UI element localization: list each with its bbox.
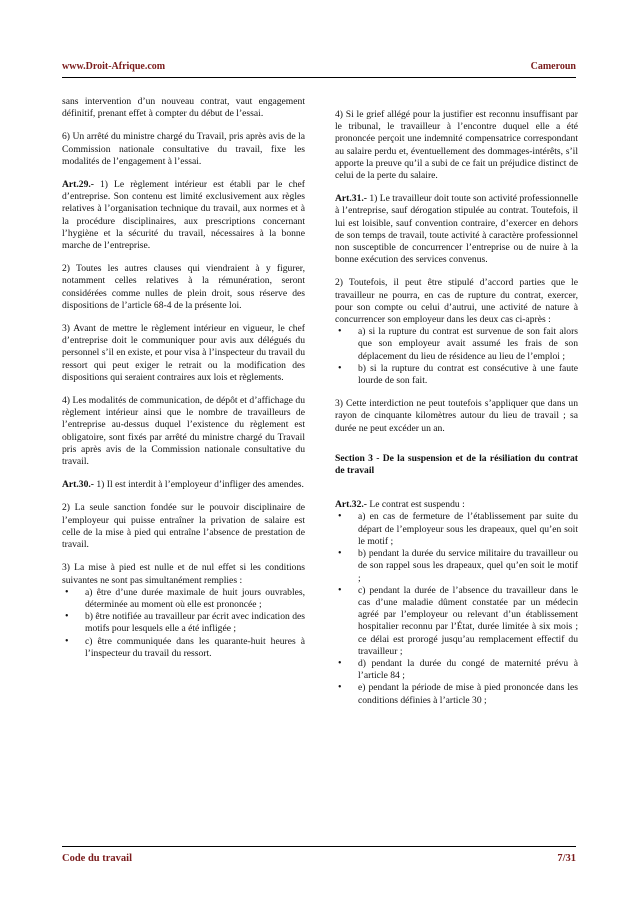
list-item: • b) être notifiée au travailleur par écrit avec indication des motifs pour lesquels elle a été infligée ; (62, 611, 305, 635)
paragraph: 3) Avant de mettre le règlement intérieur en vigueur, le chef d’entreprise doit le communiquer pour avis aux délégués du personnel s’il en existe, et pour visa à l’inspecteur du travail du ressort qui peut exiger le retrait ou la modification des dispositions qui seraient contraires aux lois et règlements. (62, 323, 305, 383)
header-country: Cameroun (530, 61, 576, 72)
paragraph: 6) Un arrêté du ministre chargé du Travail, pris après avis de la Commission nationale consultative du travail, fixe les modalités de l’engagement à l’essai. (62, 131, 305, 167)
paragraph: 2) Toutes les autres clauses qui viendraient à y figurer, notamment celles relatives à la rémunération, seront considérées comme nulles de plein droit, sous réserve des dispositions de l’article 68-4 de la présente loi. (62, 263, 305, 311)
right-column (335, 96, 578, 718)
article-text: 1) Le règlement intérieur est établi par le chef d’entreprise. Son contenu est limité exclusivement aux règles relatives à l’organisation technique du travail, aux normes et à la procédure disciplinaires, aux prescriptions concernant l’hygiène et la sécurité du travail, nécessaires à la bonne marche de l’entreprise. (62, 179, 305, 252)
header-website[interactable]: www.Droit-Afrique.com (62, 61, 166, 72)
article-title: Art.29.- (62, 179, 94, 191)
list-item: • c) pendant la durée de l’absence du travailleur dans le cas d’une maladie dûment constatée par un médecin agréé par l’employeur ou relevant d’un établissement hospitalier reconnu par l’État, durée limitée à six mois ; ce délai est prorogé jusqu’au remplacement effectif du travailleur ; (335, 585, 578, 658)
paragraph: 4) Les modalités de communication, de dépôt et d’affichage du règlement intérieur ainsi que le nombre de travailleurs de l’entreprise au-dessus duquel l’existence du règlement est obligatoire, sont fixés par arrêté du ministre chargé du Travail pris après avis de la Commission nationale consultative du travail. (62, 395, 305, 468)
left-column (62, 96, 305, 671)
article-text: Le contrat est suspendu : (366, 499, 465, 511)
list-item: • b) pendant la durée du service militaire du travailleur ou de son rappel sous les drapeaux, quel qu’en soit le motif ; (335, 548, 578, 585)
article-30 (62, 479, 305, 491)
page-footer (62, 846, 576, 869)
bullet-list (335, 511, 578, 706)
article-text: 1) Il est interdit à l’employeur d’infliger des amendes. (93, 479, 304, 491)
paragraph: 3) Cette interdiction ne peut toutefois s’appliquer que dans un rayon de cinquante kilomètres autour du lieu de travail ; sa durée ne peut excéder un an. (335, 398, 578, 434)
paragraph: sans intervention d’un nouveau contrat, vaut engagement définitif, prenant effet à compter du début de l’essai. (62, 96, 305, 120)
list-item: • b) si la rupture du contrat est consécutive à une faute lourde de son fait. (335, 363, 578, 387)
section-heading: Section 3 - De la suspension et de la résiliation du contrat de travail (335, 452, 578, 477)
list-item: • e) pendant la période de mise à pied prononcée dans les conditions définies à l’article 30 ; (335, 682, 578, 706)
list-item: • d) pendant la durée du congé de maternité prévu à l’article 84 ; (335, 658, 578, 682)
list-item: • a) en cas de fermeture de l’établissement par suite du départ de l’employeur sous les drapeaux, quel qu’en soit le motif ; (335, 511, 578, 548)
article-29 (62, 179, 305, 252)
paragraph: 4) Si le grief allégé pour la justifier est reconnu insuffisant par le tribunal, le travailleur à l’encontre duquel elle a été prononcée perçoit une indemnité compensatrice correspondant au salaire perdu et, éventuellement des dommages-intérêts, s’il apporte la preuve qu’il a subi de ce fait un préjudice distinct de celui de la perte du salaire. (335, 109, 578, 182)
article-title: Art.32.- (335, 499, 367, 511)
bullet-list (62, 587, 305, 660)
list-item: • c) être communiquée dans les quarante-huit heures à l’inspecteur du travail du ressort. (62, 636, 305, 660)
page-number: 7/31 (557, 853, 576, 864)
paragraph: 3) La mise à pied est nulle et de nul effet si les conditions suivantes ne sont pas simultanément remplies : (62, 562, 305, 586)
article-31 (335, 193, 578, 266)
article-32 (335, 499, 578, 511)
paragraph: 2) Toutefois, il peut être stipulé d’accord parties que le travailleur ne pourra, en cas de rupture du contrat, exercer, pour son compte ou celui d’autrui, une activité de nature à concurrencer son employeur dans les deux cas ci-après : (335, 277, 578, 326)
footer-title: Code du travail (62, 853, 133, 864)
article-title: Art.31.- (335, 193, 367, 205)
list-item: • a) si la rupture du contrat est survenue de son fait alors que son employeur avait assumé les frais de son déplacement du lieu de résidence au lieu de l’emploi ; (335, 326, 578, 363)
page-header (62, 57, 576, 78)
paragraph: 2) La seule sanction fondée sur le pouvoir disciplinaire de l’employeur qui puisse entraîner la privation de salaire est celle de la mise à pied qui entraîne l’absence de prestation de travail. (62, 502, 305, 551)
bullet-list (335, 326, 578, 387)
article-title: Art.30.- (62, 479, 94, 491)
list-item: • a) être d’une durée maximale de huit jours ouvrables, déterminée au moment où elle est prononcée ; (62, 587, 305, 611)
article-text: 1) Le travailleur doit toute son activité professionnelle à l’entreprise, sauf dérogation stipulée au contrat. Toutefois, il lui est loisible, sauf convention contraire, d’exercer en dehors de son temps de travail, toute activité à caractère professionnel non susceptible de concurrencer l’entreprise ou de nuire à la bonne exécution des services convenus. (335, 193, 578, 266)
